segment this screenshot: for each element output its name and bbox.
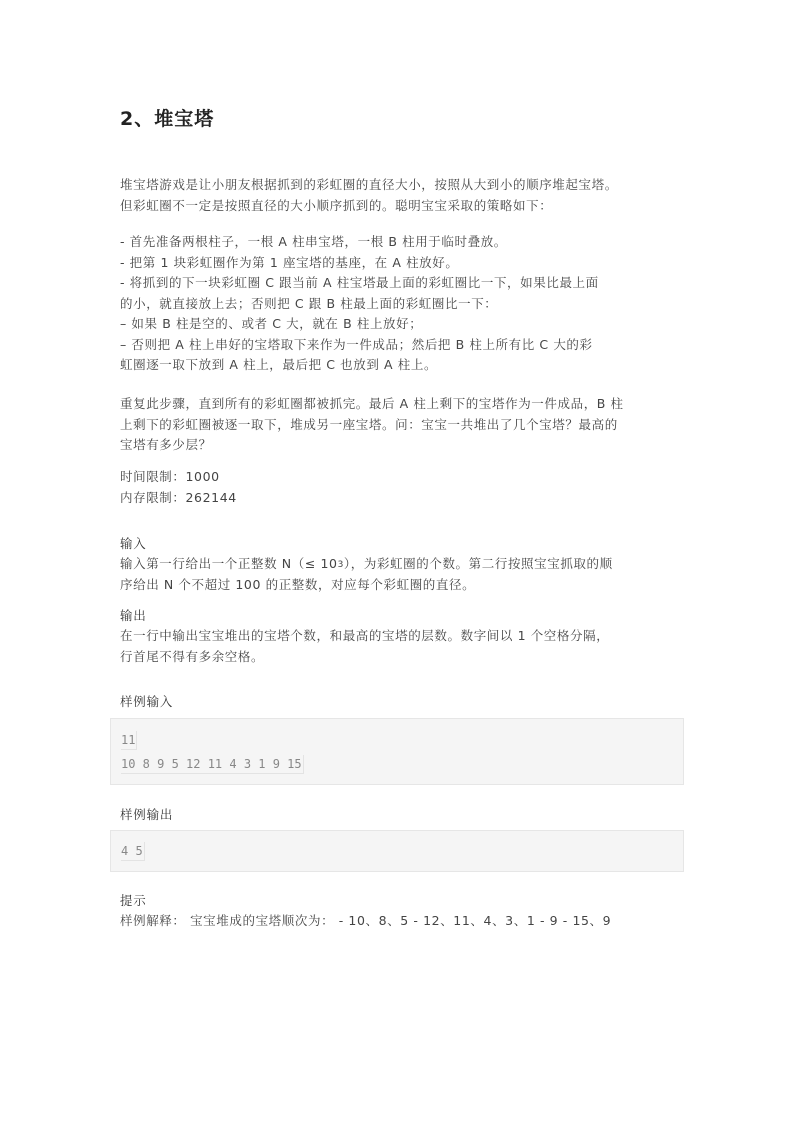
page-title: 2、堆宝塔 xyxy=(120,108,215,130)
sample-input-line: 11 xyxy=(121,731,137,750)
output-line: 在一行中输出宝宝堆出的宝塔个数，和最高的宝塔的层数。数字间以 1 个空格分隔， xyxy=(120,628,610,643)
intro-line: 堆宝塔游戏是让小朋友根据抓到的彩虹圈的直径大小，按照从大到小的顺序堆起宝塔。 xyxy=(120,177,618,192)
output-heading: 输出 xyxy=(120,608,147,623)
repeat-line: 宝塔有多少层？ xyxy=(120,437,212,452)
hint-section xyxy=(120,891,675,932)
rule-line: – 如果 B 柱是空的、或者 C 大，就在 B 柱上放好； xyxy=(120,316,423,331)
memory-limit: 内存限制：262144 xyxy=(120,489,237,505)
time-limit: 时间限制：1000 xyxy=(120,469,220,484)
rule-line: - 把第 1 块彩虹圈作为第 1 座宝塔的基座，在 A 柱放好。 xyxy=(120,254,459,270)
sample-input-heading: 样例输入 xyxy=(120,694,174,709)
input-exponent: 3 xyxy=(337,560,344,570)
input-text: ），为彩虹圈的个数。第二行按照宝宝抓取的顺 xyxy=(343,556,613,571)
hint-heading: 提示 xyxy=(120,893,147,908)
sample-output-box xyxy=(110,830,684,872)
sample-output-section xyxy=(120,805,675,825)
rule-line: – 否则把 A 柱上串好的宝塔取下来作为一件成品；然后把 B 柱上所有比 C 大的彩 xyxy=(120,336,593,352)
repeat-line: 上剩下的彩虹圈被逐一取下，堆成另一座宝塔。问：宝宝一共堆出了几个宝塔？最高的 xyxy=(120,416,618,432)
sample-output-heading: 样例输出 xyxy=(120,807,174,822)
hint-text: 样例解释： 宝宝堆成的宝塔顺次为： - 10、8、5 - 12、11、4、3、1 - 9 - 15、9 xyxy=(120,913,612,928)
rule-line: 虹圈逐一取下放到 A 柱上，最后把 C 也放到 A 柱上。 xyxy=(120,357,438,372)
intro-line: 但彩虹圈不一定是按照直径的大小顺序抓到的。聪明宝宝采取的策略如下： xyxy=(120,197,553,213)
sample-input-line: 10 8 9 5 12 11 4 3 1 9 15 xyxy=(121,755,304,774)
output-line: 行首尾不得有多余空格。 xyxy=(120,648,265,664)
rules-list xyxy=(120,232,675,376)
sample-input-box xyxy=(110,718,684,785)
rule-line: 的小，就直接放上去；否则把 C 跟 B 柱最上面的彩虹圈比一下： xyxy=(120,295,498,311)
input-text: 输入第一行给出一个正整数 N（≤ 10 xyxy=(120,556,338,571)
sample-output-line: 4 5 xyxy=(121,842,145,861)
intro-paragraph xyxy=(120,175,675,216)
repeat-line: 重复此步骤，直到所有的彩虹圈都被抓完。最后 A 柱上剩下的宝塔作为一件成品，B 柱 xyxy=(120,396,624,411)
rule-line: - 首先准备两根柱子，一根 A 柱串宝塔，一根 B 柱用于临时叠放。 xyxy=(120,234,507,249)
limits xyxy=(120,467,675,508)
input-line xyxy=(120,554,675,575)
input-heading: 输入 xyxy=(120,536,147,551)
repeat-paragraph xyxy=(120,394,675,456)
rule-line: - 将抓到的下一块彩虹圈 C 跟当前 A 柱宝塔最上面的彩虹圈比一下，如果比最上面 xyxy=(120,275,599,290)
output-section xyxy=(120,606,675,667)
input-section xyxy=(120,534,675,595)
sample-input-section xyxy=(120,692,675,712)
input-line: 序给出 N 个不超过 100 的正整数，对应每个彩虹圈的直径。 xyxy=(120,576,476,592)
